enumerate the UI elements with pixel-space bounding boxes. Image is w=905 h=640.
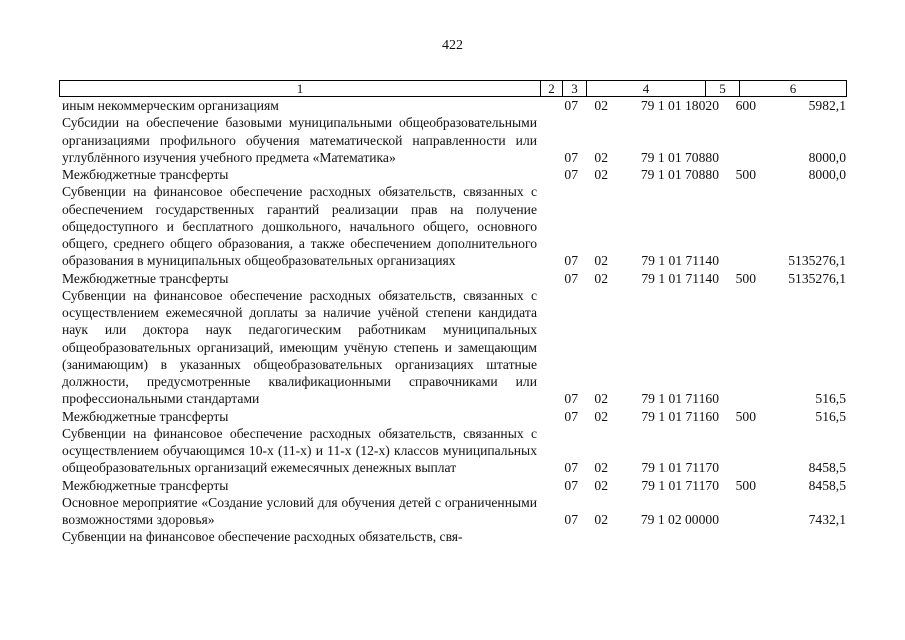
row-target-code: 79 1 01 70880 [640, 149, 719, 165]
table-row [62, 528, 847, 545]
row-expense-type: 500 [735, 270, 756, 286]
row-description: Субвенции на финансовое обеспечение расходных обязательств, связанных с осуществлением ежемесячной доплаты за наличие учёной степени кандидата наук или доктора наук педагогическим работникам муниципальных общеобразовательных организаций, имеющим учёную степень и замещающим (занимающим) в указанных общеобразовательных организациях штатные должности, предусмотренные квалификационными справочниками или профессиональными стандартами [62, 287, 537, 407]
row-expense-type: 600 [735, 98, 756, 113]
row-subsection: 02 [594, 460, 608, 476]
row-expense-type: 500 [735, 167, 756, 182]
table-row [62, 97, 847, 114]
table-row [62, 408, 847, 425]
table-row [62, 114, 847, 166]
header-col-4: 4 [587, 81, 706, 96]
row-amount: 516,5 [815, 408, 846, 424]
table-row [62, 166, 847, 183]
row-description: Межбюджетные трансферты [62, 477, 229, 493]
header-col-5: 5 [706, 81, 740, 96]
row-description: иным некоммерческим организациям [62, 98, 279, 113]
header-col-6: 6 [789, 81, 797, 96]
row-target-code: 79 1 01 71160 [641, 408, 719, 424]
row-amount: 516,5 [815, 391, 846, 407]
row-section: 07 [564, 270, 578, 286]
row-target-code: 79 1 01 71160 [641, 391, 719, 407]
row-subsection: 02 [594, 149, 608, 165]
row-description: Межбюджетные трансферты [62, 408, 229, 424]
table-row [62, 477, 847, 494]
table-row [62, 494, 847, 529]
row-target-code: 79 1 01 71170 [641, 460, 719, 476]
row-subsection: 02 [594, 477, 608, 493]
row-subsection: 02 [594, 167, 608, 182]
row-target-code: 79 1 02 00000 [640, 512, 719, 527]
row-amount: 8458,5 [808, 460, 846, 476]
row-expense-type: 500 [735, 477, 756, 493]
row-subsection: 02 [594, 253, 608, 269]
row-description: Межбюджетные трансферты [62, 270, 229, 286]
row-target-code: 79 1 01 71140 [641, 253, 719, 269]
row-section: 07 [564, 253, 578, 269]
row-expense-type: 500 [735, 408, 756, 424]
row-amount: 5135276,1 [788, 270, 846, 286]
row-description: Субвенции на финансовое обеспечение расходных обязательств, свя- [62, 529, 463, 545]
row-description: Субвенции на финансовое обеспечение расходных обязательств, связанных с обеспечением государственных гарантий реализации прав на получение общедоступного и бесплатного дошкольного, начального общего, основного общего, среднего общего образования, а также обеспечением дополнительного образования в муниципальных общеобразовательных организациях [62, 184, 537, 269]
row-amount: 7432,1 [808, 512, 846, 527]
row-section: 07 [564, 391, 578, 407]
header-col-3: 3 [563, 81, 587, 96]
row-description: Основное мероприятие «Создание условий для обучения детей с ограниченными возможностями здоровья» [62, 494, 537, 527]
table-body [62, 97, 847, 546]
row-description: Субсидии на обеспечение базовыми муниципальными общеобразовательными организациями профильного обучения математической направленности или углублённого изучения учебного предмета «Математика» [62, 115, 537, 165]
header-col-2: 2 [541, 81, 563, 96]
row-section: 07 [564, 149, 578, 165]
page-number: 422 [442, 38, 463, 53]
row-target-code: 79 1 01 71140 [641, 270, 719, 286]
row-section: 07 [564, 167, 578, 182]
row-section: 07 [564, 98, 578, 113]
row-amount: 8458,5 [808, 477, 846, 493]
row-subsection: 02 [594, 408, 608, 424]
row-description: Субвенции на финансовое обеспечение расходных обязательств, связанных с осуществлением обучающимся 10-х (11-х) и 11-х (12-х) классов муниципальных общеобразовательных организаций ежемесячных денежных выплат [62, 425, 537, 476]
row-subsection: 02 [594, 512, 608, 527]
row-section: 07 [564, 512, 578, 527]
row-section: 07 [564, 408, 578, 424]
row-description: Межбюджетные трансферты [62, 167, 229, 182]
table-row [62, 183, 847, 269]
row-subsection: 02 [594, 270, 608, 286]
row-target-code: 79 1 01 71170 [641, 477, 719, 493]
table-header [59, 80, 847, 97]
row-amount: 8000,0 [808, 149, 846, 165]
table-row [62, 425, 847, 477]
row-target-code: 79 1 01 18020 [640, 98, 719, 113]
row-amount: 5982,1 [808, 98, 846, 113]
row-section: 07 [564, 477, 578, 493]
row-target-code: 79 1 01 70880 [640, 167, 719, 182]
row-amount: 5135276,1 [788, 253, 846, 269]
table-row [62, 270, 847, 287]
row-subsection: 02 [594, 391, 608, 407]
row-section: 07 [564, 460, 578, 476]
row-amount: 8000,0 [808, 167, 846, 182]
table-row [62, 287, 847, 408]
header-col-1: 1 [60, 81, 541, 96]
row-subsection: 02 [594, 98, 608, 113]
